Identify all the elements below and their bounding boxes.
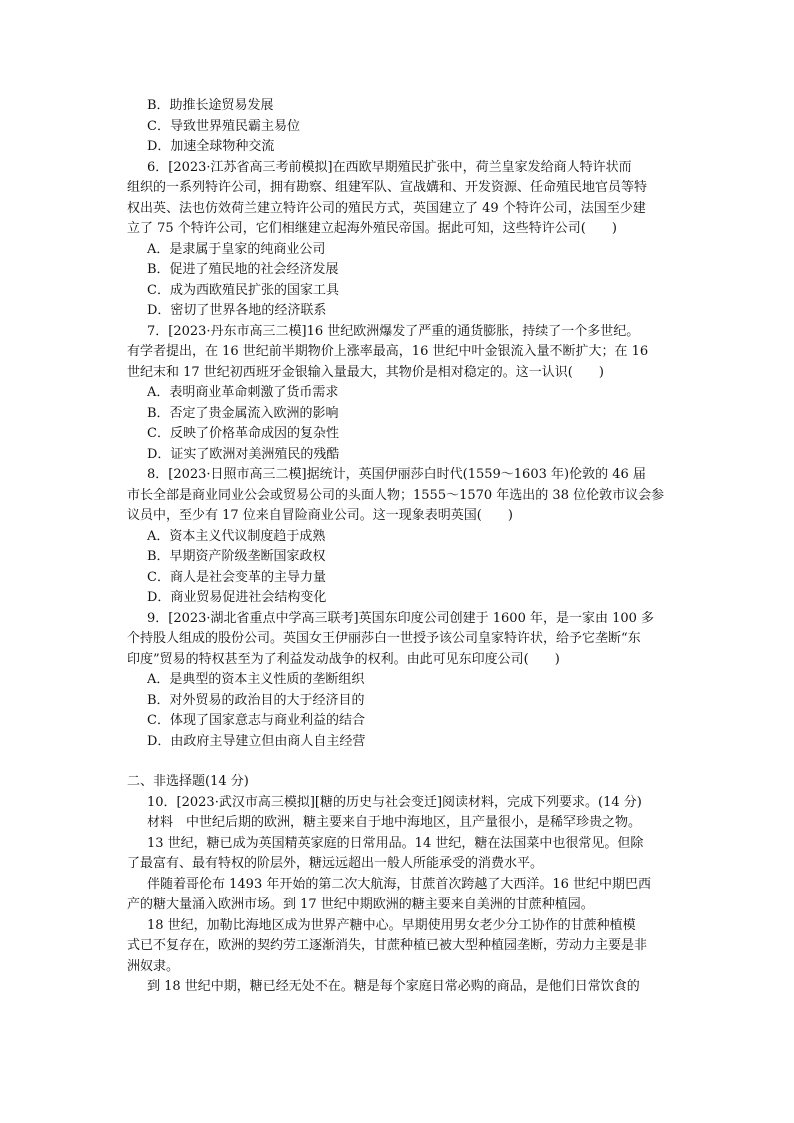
option-c: C．体现了国家意志与商业利益的结合 xyxy=(147,713,365,728)
option-c: C．反映了价格革命成因的复杂性 xyxy=(147,426,339,441)
question-stem-line: 组织的一系列特许公司，拥有勘察、组建军队、宣战媾和、开发资源、任命殖民地官员等特 xyxy=(127,180,648,195)
material-line: 产的糖大量涌入欧洲市场。到 17 世纪中期欧洲的糖主要来自美洲的甘蔗种植园。 xyxy=(127,897,594,912)
section-heading: 二、非选择题(14 分) xyxy=(127,774,249,789)
question-stem-line: 印度”贸易的特权甚至为了利益发动战争的权利。由此可见东印度公司( ) xyxy=(127,651,560,667)
question-stem-line: 6．[2023·江苏省高三考前模拟]在西欧早期殖民扩张中，荷兰皇家发给商人特许状而 xyxy=(147,159,632,175)
option-d: D．加速全球物种交流 xyxy=(147,139,275,154)
question-stem-line: 有学者提出，在 16 世纪前半期物价上涨率最高，16 世纪中叶金银流入量不断扩大；在 16 xyxy=(127,344,649,359)
option-d: D．密切了世界各地的经济联系 xyxy=(147,303,327,318)
material-line: 18 世纪，加勒比海地区成为世界产糖中心。早期使用男女老少分工协作的甘蔗种植模 xyxy=(147,917,636,933)
option-b: B．助推长途贸易发展 xyxy=(147,98,274,113)
question-stem-line: 8．[2023·日照市高三二模]据统计，英国伊丽莎白时代(1559～1603 年)伦敦的 46 届 xyxy=(147,467,646,482)
option-b: B．否定了贵金属流入欧洲的影响 xyxy=(147,405,339,421)
option-a: A．是隶属于皇家的纯商业公司 xyxy=(147,241,326,257)
question-9 xyxy=(127,609,677,753)
question-10 xyxy=(127,793,677,998)
option-d: D．证实了欧洲对美洲殖民的残酷 xyxy=(147,446,340,462)
question-stem-line: 立了 75 个特许公司，它们相继建立起海外殖民帝国。据此可知，这些特许公司( ) xyxy=(127,221,617,236)
question-6 xyxy=(127,158,677,322)
question-8 xyxy=(127,465,677,609)
question-stem-line: 7．[2023·丹东市高三二模]16 世纪欧洲爆发了严重的通货膨胀，持续了一个多世纪。 xyxy=(147,323,640,339)
option-b: B．对外贸易的政治目的大于经济目的 xyxy=(147,692,365,708)
option-b: B．促进了殖民地的社会经济发展 xyxy=(147,262,339,277)
material-line: 了最富有、最有特权的阶层外，糖远远超出一般人所能承受的消费水平。 xyxy=(127,856,544,871)
material-line: 式已不复存在，欧洲的契约劳工逐渐消失，甘蔗种植已被大型种植园垄断，劳动力主要是非 xyxy=(127,938,648,953)
material-line: 到 18 世纪中期，糖已经无处不在。糖是每个家庭日常必购的商品，是他们日常饮食的 xyxy=(147,979,640,994)
question-5-options xyxy=(127,96,677,158)
option-d: D．商业贸易促进社会结构变化 xyxy=(147,590,327,605)
material-line: 伴随着哥伦布 1493 年开始的第二次大航海，甘蔗首次跨越了大西洋。16 世纪中期巴西 xyxy=(147,876,652,892)
option-b: B．早期资产阶级垄断国家政权 xyxy=(147,549,326,564)
option-a: A．资本主义代议制度趋于成熟 xyxy=(147,528,326,544)
option-c: C．商人是社会变革的主导力量 xyxy=(147,569,326,585)
option-c: C．导致世界殖民霸主易位 xyxy=(147,118,300,134)
question-stem-line: 9．[2023·湖北省重点中学高三联考]英国东印度公司创建于 1600 年，是一家由 100 多 xyxy=(147,610,655,626)
question-stem-line: 个持股人组成的股份公司。英国女王伊丽莎白一世授予该公司皇家特许状，给予它垄断“东 xyxy=(127,631,641,646)
option-d: D．由政府主导建立但由商人自主经营 xyxy=(147,733,366,749)
material-line: 材料 中世纪后期的欧洲，糖主要来自于地中海地区，且产量很小，是稀罕珍贵之物。 xyxy=(147,815,642,830)
material-line: 洲奴隶。 xyxy=(127,958,180,974)
material-line: 13 世纪，糖已成为英国精英家庭的日常用品。14 世纪，糖在法国菜中也很常见。但除 xyxy=(147,835,644,851)
question-stem-line: 10．[2023·武汉市高三模拟][糖的历史与社会变迁]阅读材料，完成下列要求。(14 分) xyxy=(147,794,642,810)
question-stem-line: 市长全部是商业同业公会或贸易公司的头面人物；1555～1570 年选出的 38 位伦敦市议会参 xyxy=(127,487,665,503)
question-stem-line: 世纪末和 17 世纪初西班牙金银输入量最大，其物价是相对稳定的。这一认识( ) xyxy=(127,364,604,380)
document-body xyxy=(127,96,677,998)
section-spacer xyxy=(127,752,677,772)
question-stem-line: 议员中，至少有 17 位来自冒险商业公司。这一现象表明英国( ) xyxy=(127,508,513,523)
option-a: A．是典型的资本主义性质的垄断组织 xyxy=(147,672,365,687)
option-a: A．表明商业革命刺激了货币需求 xyxy=(147,385,339,400)
option-c: C．成为西欧殖民扩张的国家工具 xyxy=(147,282,339,298)
question-stem-line: 权出英、法也仿效荷兰建立特许公司的殖民方式，英国建立了 49 个特许公司，法国至少建 xyxy=(127,200,646,216)
question-7 xyxy=(127,322,677,466)
